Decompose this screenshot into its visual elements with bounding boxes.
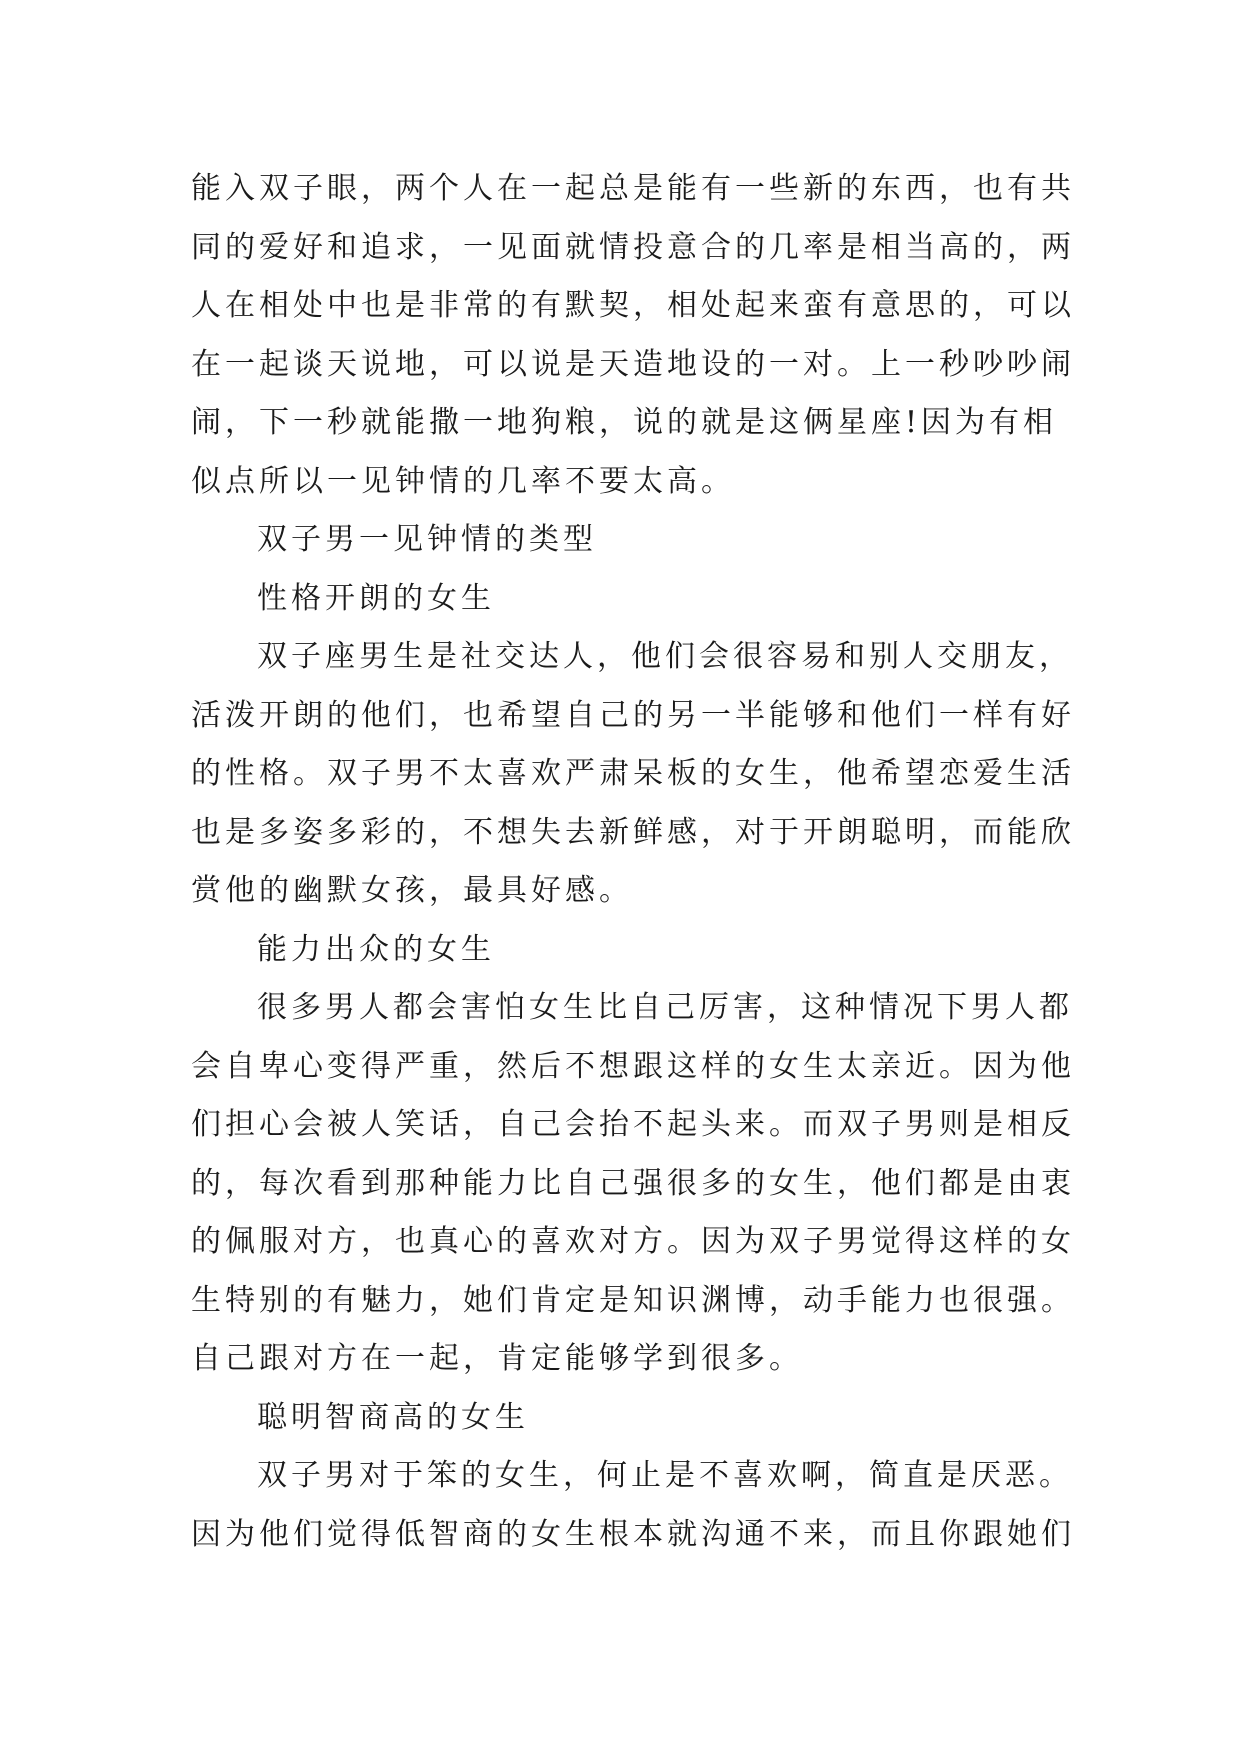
text-line: 双子男一见钟情的类型	[257, 522, 597, 557]
text-line: 能力出众的女生	[257, 931, 495, 967]
text-line: 双子座男生是社交达人，他们会很容易和别人交朋友，	[257, 639, 1073, 674]
text-line: 人在相处中也是非常的有默契，相处起来蛮有意思的，可以	[191, 288, 1075, 323]
text-line: 闹，下一秒就能撒一地狗粮，说的就是这俩星座!因为有相	[191, 405, 1058, 440]
text-line: 因为他们觉得低智商的女生根本就沟通不来，而且你跟她们	[191, 1516, 1075, 1552]
text-line: 的，每次看到那种能力比自己强很多的女生，他们都是由衷	[191, 1165, 1075, 1201]
text-line: 聪明智商高的女生	[257, 1399, 529, 1435]
text-line: 生特别的有魅力，她们肯定是知识渊博，动手能力也很强。	[191, 1282, 1075, 1318]
text-line: 能入双子眼，两个人在一起总是能有一些新的东西，也有共	[191, 171, 1075, 206]
text-line: 在一起谈天说地，可以说是天造地设的一对。上一秒吵吵闹	[191, 346, 1075, 382]
text-line: 活泼开朗的他们，也希望自己的另一半能够和他们一样有好	[191, 697, 1075, 733]
text-line: 双子男对于笨的女生，何止是不喜欢啊，简直是厌恶。	[257, 1458, 1073, 1493]
document-body	[191, 160, 1075, 1564]
text-line: 赏他的幽默女孩，最具好感。	[191, 873, 633, 908]
text-line: 会自卑心变得严重，然后不想跟这样的女生太亲近。因为他	[191, 1048, 1075, 1084]
text-line: 的性格。双子男不太喜欢严肃呆板的女生，他希望恋爱生活	[191, 756, 1075, 791]
text-line: 似点所以一见钟情的几率不要太高。	[191, 463, 735, 499]
text-line: 也是多姿多彩的，不想失去新鲜感，对于开朗聪明，而能欣	[191, 814, 1075, 850]
text-line: 性格开朗的女生	[257, 580, 495, 616]
text-line: 很多男人都会害怕女生比自己厉害，这种情况下男人都	[257, 990, 1073, 1025]
text-line: 自己跟对方在一起，肯定能够学到很多。	[191, 1341, 803, 1376]
text-line: 们担心会被人笑话，自己会抬不起头来。而双子男则是相反	[191, 1107, 1075, 1142]
text-line: 同的爱好和追求，一见面就情投意合的几率是相当高的，两	[191, 229, 1075, 265]
text-line: 的佩服对方，也真心的喜欢对方。因为双子男觉得这样的女	[191, 1224, 1075, 1259]
